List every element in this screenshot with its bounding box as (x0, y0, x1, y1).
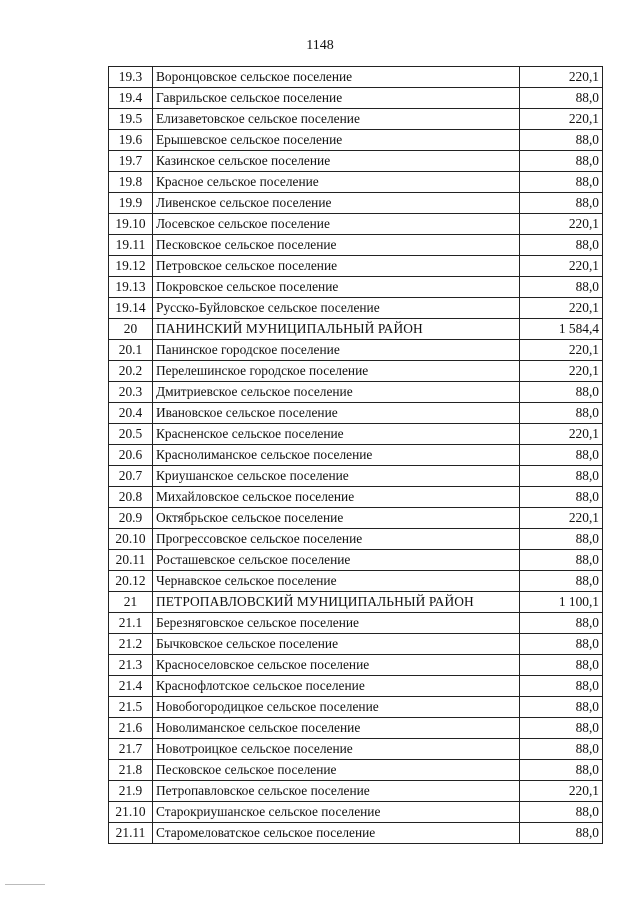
row-number: 19.4 (109, 88, 153, 109)
row-value: 88,0 (520, 529, 603, 550)
row-value: 220,1 (520, 508, 603, 529)
row-name: Покровское сельское поселение (153, 277, 520, 298)
row-name: Воронцовское сельское поселение (153, 67, 520, 88)
row-number: 21.2 (109, 634, 153, 655)
row-name: Криушанское сельское поселение (153, 466, 520, 487)
row-value: 88,0 (520, 403, 603, 424)
settlement-row (109, 508, 603, 529)
row-value: 220,1 (520, 424, 603, 445)
row-name: Ерышевское сельское поселение (153, 130, 520, 151)
row-value: 88,0 (520, 235, 603, 256)
settlement-row (109, 382, 603, 403)
row-name: Песковское сельское поселение (153, 760, 520, 781)
row-number: 21.4 (109, 676, 153, 697)
settlement-row (109, 571, 603, 592)
settlement-row (109, 403, 603, 424)
row-number: 21.5 (109, 697, 153, 718)
settlement-row (109, 277, 603, 298)
row-number: 20.10 (109, 529, 153, 550)
row-number: 19.13 (109, 277, 153, 298)
row-name: Русско-Буйловское сельское поселение (153, 298, 520, 319)
row-number: 20.4 (109, 403, 153, 424)
row-number: 21.10 (109, 802, 153, 823)
row-name: Старокриушанское сельское поселение (153, 802, 520, 823)
row-number: 20.2 (109, 361, 153, 382)
row-name: Елизаветовское сельское поселение (153, 109, 520, 130)
row-name: Михайловское сельское поселение (153, 487, 520, 508)
row-name: Прогрессовское сельское поселение (153, 529, 520, 550)
scan-edge-mark (5, 884, 45, 885)
district-row (109, 592, 603, 613)
settlement-row (109, 529, 603, 550)
row-value: 88,0 (520, 277, 603, 298)
row-value: 88,0 (520, 130, 603, 151)
settlement-row (109, 340, 603, 361)
row-value: 88,0 (520, 550, 603, 571)
row-name: Красноселовское сельское поселение (153, 655, 520, 676)
settlement-row (109, 256, 603, 277)
row-number: 20.7 (109, 466, 153, 487)
row-number: 20.12 (109, 571, 153, 592)
settlement-row (109, 613, 603, 634)
allocation-table (108, 66, 603, 844)
settlement-row (109, 445, 603, 466)
settlement-row (109, 487, 603, 508)
settlement-row (109, 739, 603, 760)
row-number: 21.8 (109, 760, 153, 781)
row-value: 88,0 (520, 655, 603, 676)
row-value: 220,1 (520, 109, 603, 130)
settlement-row (109, 151, 603, 172)
row-value: 1 100,1 (520, 592, 603, 613)
settlement-row (109, 214, 603, 235)
row-name: Бычковское сельское поселение (153, 634, 520, 655)
row-name: Краснофлотское сельское поселение (153, 676, 520, 697)
row-name: ПАНИНСКИЙ МУНИЦИПАЛЬНЫЙ РАЙОН (153, 319, 520, 340)
row-value: 88,0 (520, 739, 603, 760)
row-name: Старомеловатское сельское поселение (153, 823, 520, 844)
district-row (109, 319, 603, 340)
settlement-row (109, 655, 603, 676)
row-name: Росташевское сельское поселение (153, 550, 520, 571)
row-value: 1 584,4 (520, 319, 603, 340)
row-number: 20.9 (109, 508, 153, 529)
row-name: Октябрьское сельское поселение (153, 508, 520, 529)
settlement-row (109, 298, 603, 319)
row-number: 21 (109, 592, 153, 613)
settlement-row (109, 550, 603, 571)
row-name: Красненское сельское поселение (153, 424, 520, 445)
row-number: 20.1 (109, 340, 153, 361)
table-body (109, 67, 603, 844)
row-name: ПЕТРОПАВЛОВСКИЙ МУНИЦИПАЛЬНЫЙ РАЙОН (153, 592, 520, 613)
row-value: 88,0 (520, 151, 603, 172)
row-value: 88,0 (520, 193, 603, 214)
settlement-row (109, 172, 603, 193)
row-name: Красное сельское поселение (153, 172, 520, 193)
row-value: 88,0 (520, 613, 603, 634)
row-name: Песковское сельское поселение (153, 235, 520, 256)
row-number: 19.7 (109, 151, 153, 172)
settlement-row (109, 193, 603, 214)
row-number: 20.5 (109, 424, 153, 445)
row-name: Ивановское сельское поселение (153, 403, 520, 424)
row-number: 21.1 (109, 613, 153, 634)
settlement-row (109, 235, 603, 256)
row-number: 19.6 (109, 130, 153, 151)
settlement-row (109, 823, 603, 844)
row-number: 19.5 (109, 109, 153, 130)
settlement-row (109, 676, 603, 697)
row-number: 20.6 (109, 445, 153, 466)
settlement-row (109, 67, 603, 88)
row-value: 88,0 (520, 634, 603, 655)
settlement-row (109, 802, 603, 823)
row-name: Новолиманское сельское поселение (153, 718, 520, 739)
settlement-row (109, 130, 603, 151)
settlement-row (109, 718, 603, 739)
row-name: Новобогородицкое сельское поселение (153, 697, 520, 718)
settlement-row (109, 109, 603, 130)
row-name: Дмитриевское сельское поселение (153, 382, 520, 403)
row-value: 88,0 (520, 823, 603, 844)
row-number: 19.9 (109, 193, 153, 214)
row-value: 88,0 (520, 760, 603, 781)
row-number: 21.9 (109, 781, 153, 802)
row-value: 88,0 (520, 487, 603, 508)
row-number: 21.7 (109, 739, 153, 760)
row-name: Лосевское сельское поселение (153, 214, 520, 235)
row-value: 88,0 (520, 445, 603, 466)
settlement-row (109, 634, 603, 655)
row-number: 20.3 (109, 382, 153, 403)
row-value: 88,0 (520, 172, 603, 193)
row-number: 20.8 (109, 487, 153, 508)
row-name: Чернавское сельское поселение (153, 571, 520, 592)
settlement-row (109, 424, 603, 445)
row-value: 220,1 (520, 340, 603, 361)
row-name: Гаврильское сельское поселение (153, 88, 520, 109)
row-value: 220,1 (520, 361, 603, 382)
row-number: 19.12 (109, 256, 153, 277)
row-name: Березняговское сельское поселение (153, 613, 520, 634)
settlement-row (109, 760, 603, 781)
row-value: 88,0 (520, 88, 603, 109)
row-value: 220,1 (520, 214, 603, 235)
row-name: Краснолиманское сельское поселение (153, 445, 520, 466)
row-name: Новотроицкое сельское поселение (153, 739, 520, 760)
settlement-row (109, 697, 603, 718)
row-number: 19.14 (109, 298, 153, 319)
settlement-row (109, 466, 603, 487)
settlement-row (109, 781, 603, 802)
row-value: 88,0 (520, 382, 603, 403)
row-value: 88,0 (520, 571, 603, 592)
row-number: 19.3 (109, 67, 153, 88)
row-value: 88,0 (520, 802, 603, 823)
row-number: 19.11 (109, 235, 153, 256)
row-number: 21.11 (109, 823, 153, 844)
row-name: Петровское сельское поселение (153, 256, 520, 277)
row-value: 220,1 (520, 298, 603, 319)
row-value: 220,1 (520, 256, 603, 277)
row-number: 21.3 (109, 655, 153, 676)
row-value: 88,0 (520, 718, 603, 739)
row-value: 220,1 (520, 781, 603, 802)
row-number: 19.8 (109, 172, 153, 193)
row-value: 88,0 (520, 676, 603, 697)
row-number: 21.6 (109, 718, 153, 739)
row-name: Панинское городское поселение (153, 340, 520, 361)
row-number: 20 (109, 319, 153, 340)
row-name: Перелешинское городское поселение (153, 361, 520, 382)
row-value: 88,0 (520, 697, 603, 718)
settlement-row (109, 88, 603, 109)
row-value: 220,1 (520, 67, 603, 88)
row-name: Казинское сельское поселение (153, 151, 520, 172)
row-name: Петропавловское сельское поселение (153, 781, 520, 802)
settlement-row (109, 361, 603, 382)
row-number: 19.10 (109, 214, 153, 235)
row-name: Ливенское сельское поселение (153, 193, 520, 214)
page-number: 1148 (306, 38, 334, 53)
row-number: 20.11 (109, 550, 153, 571)
row-value: 88,0 (520, 466, 603, 487)
